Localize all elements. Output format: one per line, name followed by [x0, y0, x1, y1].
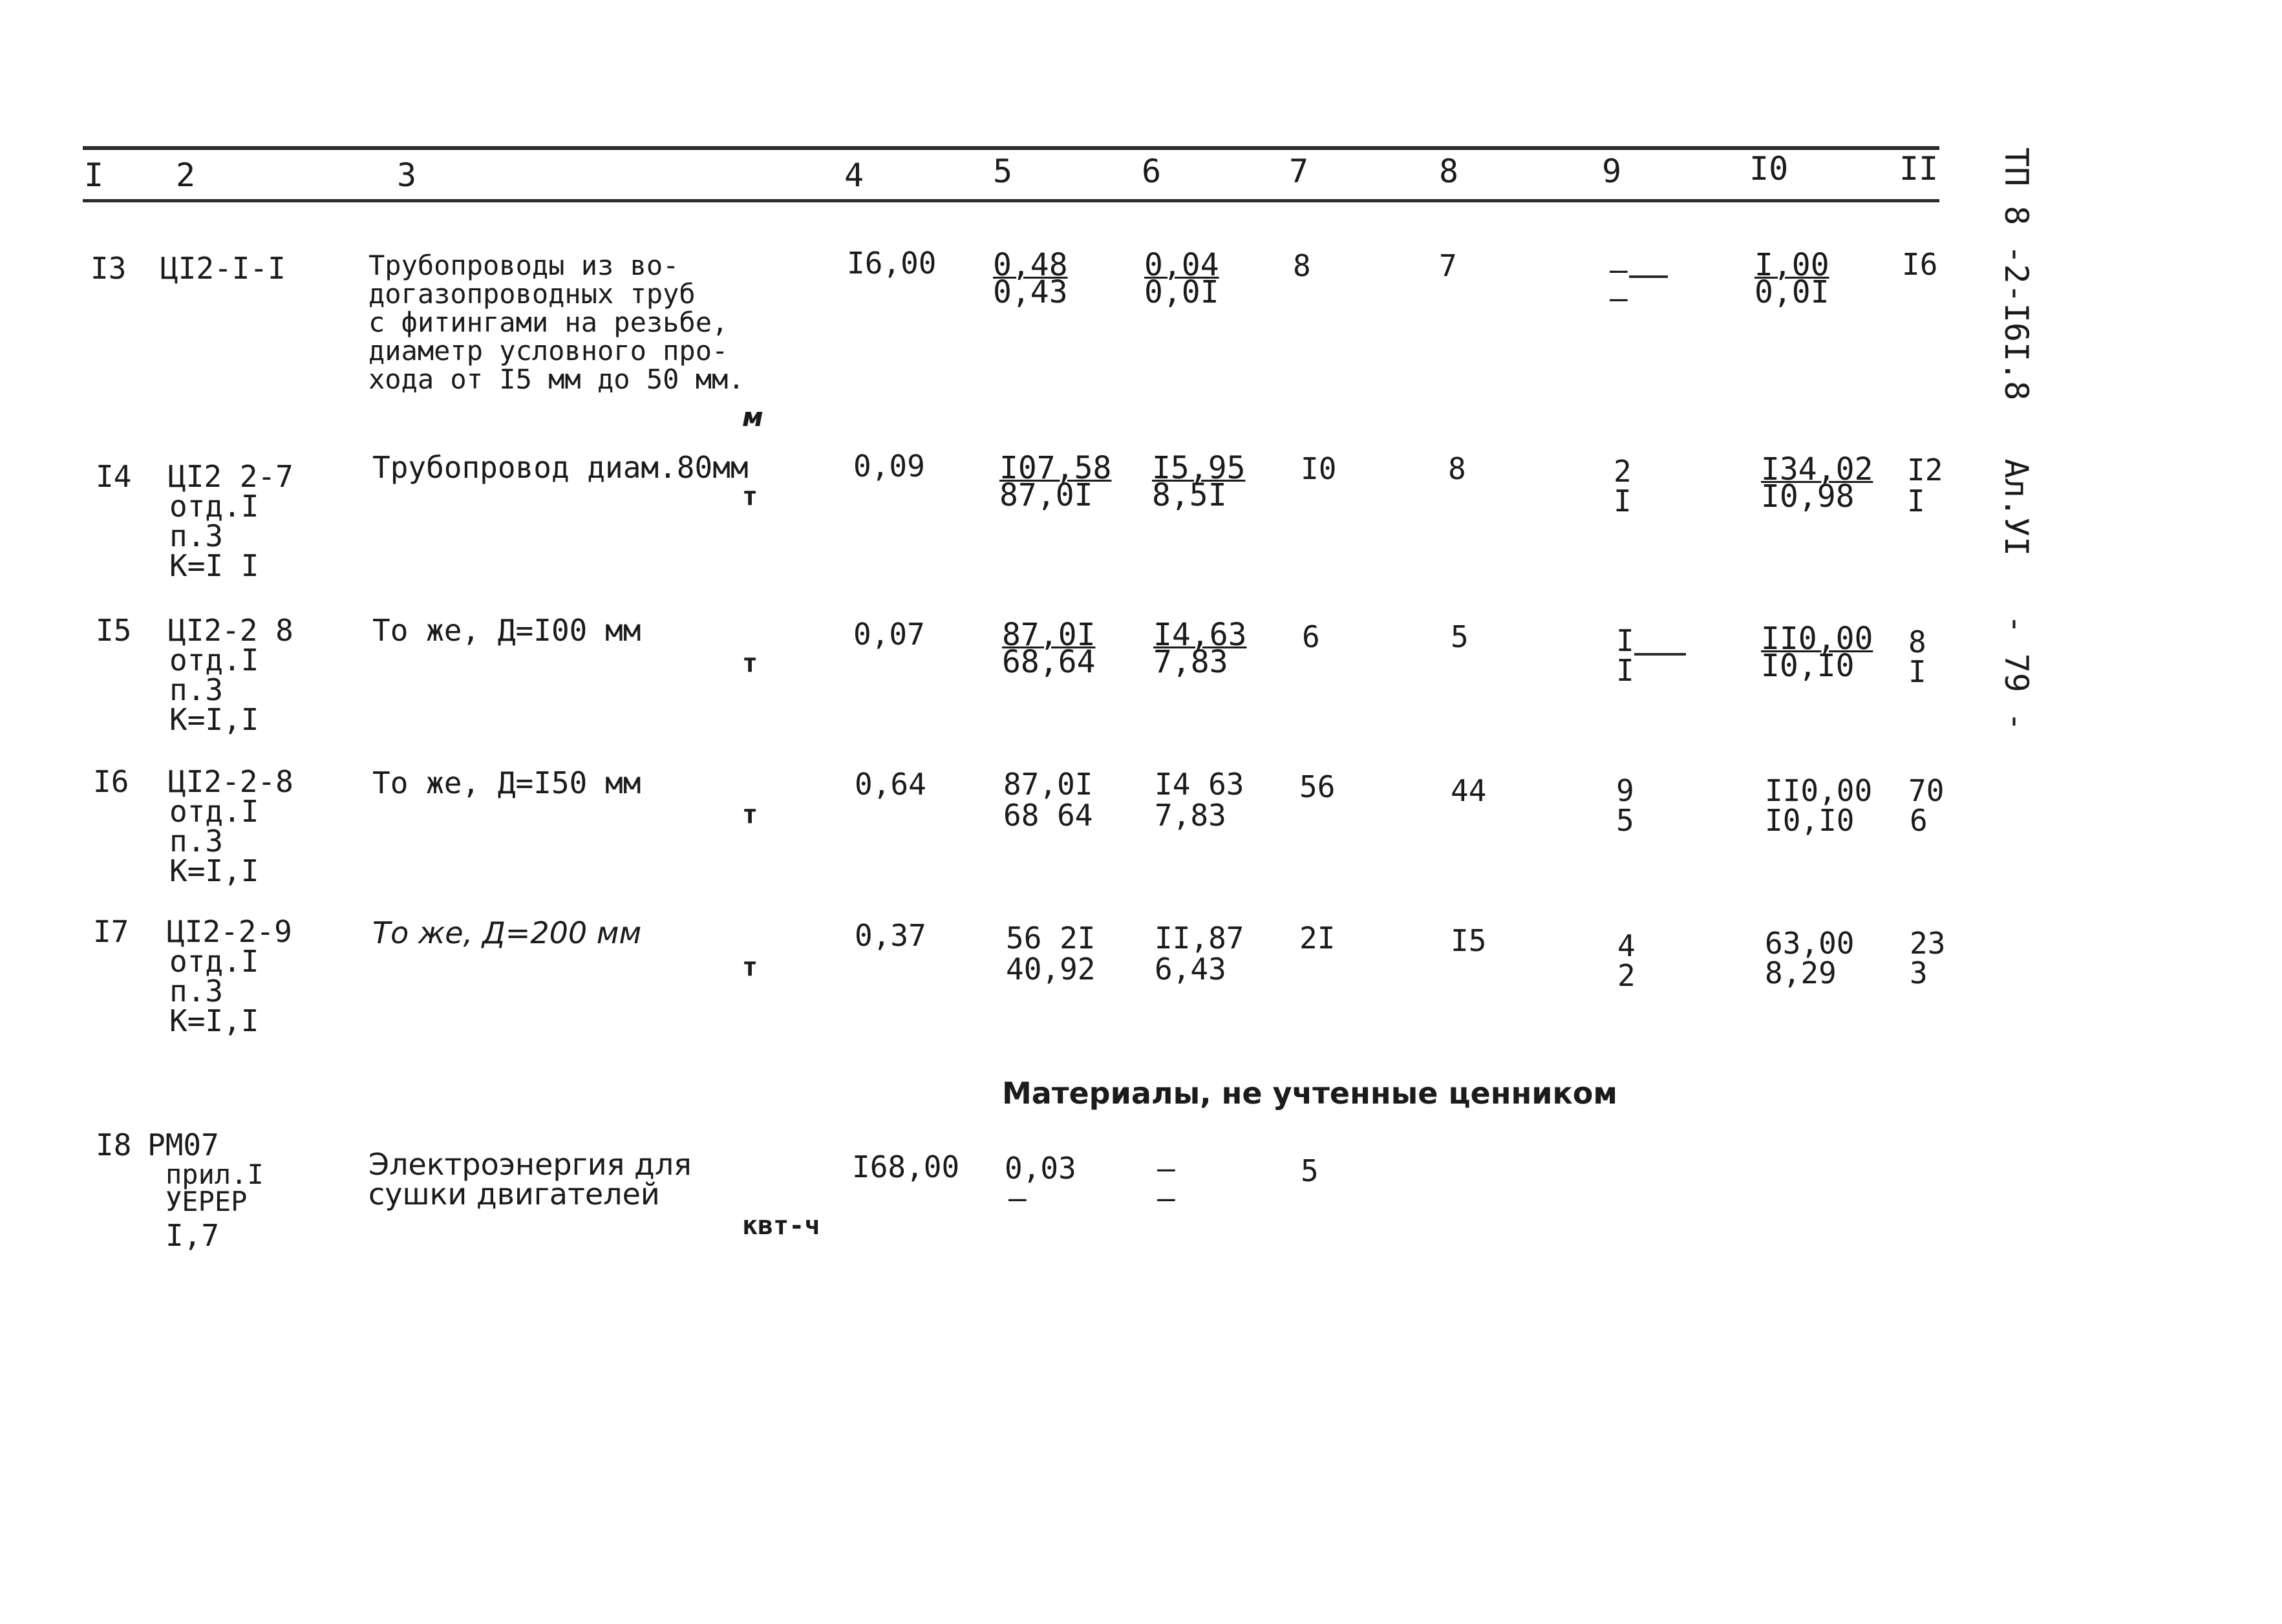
row-col9-top: 9 — [1616, 773, 1634, 808]
row-code-line: УЕРЕР — [165, 1186, 248, 1217]
row-col5-bottom: – — [1008, 1181, 1027, 1215]
row-code-line: К=I,I — [169, 1003, 259, 1038]
row-col6-top: – — [1157, 1151, 1175, 1186]
row-col10-values — [1761, 451, 1873, 515]
col5-bottom: 87,0I — [999, 477, 1093, 513]
row-col9-bottom: – — [1610, 281, 1628, 315]
col-header-11: II — [1899, 150, 1939, 187]
row-number: I3 — [91, 251, 127, 286]
row-code-line: отд.I — [169, 944, 259, 979]
row-col6-values — [1152, 450, 1246, 513]
row-description-line: сушки двигателей — [368, 1177, 660, 1212]
row-col9-top: 4 — [1617, 928, 1636, 963]
row-col11-bottom: I — [1908, 654, 1926, 689]
row-col5-values — [993, 247, 1068, 310]
row-col11-top: 8 — [1908, 625, 1926, 659]
row-description-line: То же, Д=200 мм — [372, 915, 642, 950]
side-document-code: ТП 8 -2-I6I.8 Ал.УI - 79 - — [1998, 147, 2035, 732]
row-quantity: 0,37 — [855, 918, 926, 953]
row-description-line: То же, Д=I50 мм — [372, 765, 641, 800]
col10-bottom: I0,98 — [1761, 478, 1855, 515]
row-col10-top: 63,00 — [1765, 926, 1855, 961]
row-quantity: 0,64 — [855, 767, 926, 802]
row-code-line: К=I,I — [169, 853, 259, 888]
col-header-6: 6 — [1142, 153, 1162, 190]
row-col9-bottom: 2 — [1617, 958, 1636, 993]
row-col7: I0 — [1301, 451, 1337, 486]
col10-top: I,00 — [1754, 247, 1829, 283]
row-col10-bottom: I0,I0 — [1765, 803, 1855, 838]
row-col9-bottom: 5 — [1616, 803, 1634, 838]
row-quantity: 0,09 — [853, 449, 925, 484]
row-unit: т — [742, 648, 758, 678]
row-unit: т — [742, 800, 758, 829]
row-unit: квт-ч — [742, 1211, 820, 1241]
col6-top: I4,63 — [1153, 617, 1247, 653]
row-col8: 5 — [1451, 619, 1469, 654]
col-header-5: 5 — [993, 153, 1013, 190]
row-code-line: п.3 — [169, 518, 224, 553]
row-col11-bottom: 6 — [1910, 803, 1928, 838]
col-header-4: 4 — [844, 156, 864, 194]
row-code-line: ЦI2 2-7 — [168, 459, 293, 494]
col6-bottom: 8,5I — [1152, 477, 1227, 513]
row-col10-values — [1761, 621, 1873, 684]
col5-bottom: 0,43 — [993, 274, 1068, 310]
row-col5-values — [1002, 619, 1096, 678]
row-code-line: отд.I — [169, 794, 259, 829]
row-col6-values — [1153, 619, 1247, 678]
row-col11-top: 23 — [1910, 926, 1946, 961]
row-col6-bottom: 6,43 — [1155, 952, 1226, 987]
dash-mark — [1629, 275, 1668, 278]
row-col5-bottom: 40,92 — [1006, 952, 1096, 987]
row-unit: т — [742, 952, 758, 982]
dash-mark — [1634, 653, 1686, 656]
row-col5-top: 87,0I — [1003, 767, 1093, 802]
col6-top: 0,04 — [1144, 247, 1219, 283]
col-header-10: I0 — [1749, 150, 1789, 187]
row-code-line: ЦI2-I-I — [160, 251, 286, 286]
row-code-line: отд.I — [169, 643, 259, 678]
row-number: I5 — [96, 613, 132, 648]
row-description-line: хода от I5 мм до 50 мм. — [368, 363, 745, 395]
row-code-line: I,7 — [165, 1218, 220, 1253]
row-col8: 8 — [1448, 451, 1466, 486]
row-col10-top: II0,00 — [1765, 773, 1873, 808]
row-col7: 8 — [1293, 248, 1311, 283]
section-title: Материалы, не учтенные ценником — [1002, 1076, 1617, 1111]
row-col7: 2I — [1299, 921, 1336, 956]
row-col5-top: 56 2I — [1006, 921, 1096, 956]
row-code-line: ЦI2-2-8 — [168, 764, 293, 799]
row-quantity: 0,07 — [853, 617, 925, 652]
row-description-line: диаметр условного про- — [368, 335, 729, 367]
row-description-line: догазопроводных труб — [368, 278, 696, 310]
top-rule — [83, 146, 1939, 150]
col-header-9: 9 — [1602, 153, 1622, 190]
col6-bottom: 0,0I — [1144, 274, 1219, 310]
row-description-line: с фитингами на резьбе, — [368, 306, 729, 338]
row-number: I6 — [93, 764, 129, 799]
row-description-line: Электроэнергия для — [368, 1147, 692, 1182]
row-code-line: отд.I — [169, 489, 259, 524]
row-col6-top: I4 63 — [1155, 767, 1244, 802]
col-header-7: 7 — [1289, 153, 1309, 190]
row-code-line: прил.I — [165, 1159, 264, 1190]
row-code-line: п.3 — [169, 824, 224, 859]
row-quantity: I68,00 — [852, 1149, 960, 1184]
row-col11-bottom: 3 — [1910, 956, 1928, 990]
row-col9-bottom: I — [1614, 484, 1632, 518]
col-header-1: I — [84, 156, 104, 194]
col10-top: I34,02 — [1761, 451, 1873, 487]
row-col8: 7 — [1439, 248, 1457, 283]
row-col9-bottom: I — [1616, 653, 1634, 688]
row-code-line: п.3 — [169, 672, 224, 707]
row-col9-top: – — [1610, 252, 1628, 287]
row-col10-bottom: 8,29 — [1765, 956, 1837, 990]
row-col5-bottom: 68 64 — [1003, 798, 1093, 833]
row-col8: 44 — [1451, 773, 1487, 808]
row-col6-bottom: – — [1157, 1181, 1175, 1215]
row-code-line: К=I,I — [169, 702, 259, 737]
row-col11-top: I2 — [1907, 453, 1943, 487]
col6-top: I5,95 — [1152, 450, 1246, 486]
col5-bottom: 68,64 — [1002, 644, 1096, 680]
col6-bottom: 7,83 — [1153, 644, 1228, 680]
row-col5-values — [999, 450, 1112, 513]
row-code-line: ЦI2-2-9 — [167, 914, 292, 949]
row-col7: 5 — [1301, 1153, 1319, 1188]
row-unit: м — [742, 403, 763, 433]
row-col6-values — [1144, 247, 1219, 310]
col10-bottom: I0,I0 — [1761, 648, 1855, 684]
row-code-line: ЦI2-2 8 — [168, 613, 293, 648]
col10-bottom: 0,0I — [1754, 274, 1829, 310]
row-description-line: Трубопровод диам.80мм — [372, 450, 749, 485]
row-description-line: То же, Д=I00 мм — [372, 613, 641, 648]
row-col7: 56 — [1299, 769, 1336, 804]
col-header-2: 2 — [176, 156, 196, 194]
row-description-line: Трубопроводы из во- — [368, 250, 679, 281]
row-number: I7 — [93, 914, 129, 949]
row-code-line: п.3 — [169, 974, 224, 1009]
row-col5-top: 0,03 — [1005, 1151, 1076, 1186]
row-col11-top: I6 — [1902, 247, 1938, 282]
row-code-line: К=I I — [169, 548, 259, 583]
row-number: I4 — [96, 459, 132, 494]
header-bottom-rule — [83, 199, 1939, 202]
row-col9-top: 2 — [1614, 454, 1632, 489]
row-col6-top: II,87 — [1155, 921, 1244, 956]
row-col8: I5 — [1451, 923, 1487, 958]
col5-top: 0,48 — [993, 247, 1068, 283]
row-code-line: РМ07 — [147, 1127, 219, 1162]
row-col6-bottom: 7,83 — [1155, 798, 1226, 833]
row-quantity: I6,00 — [847, 246, 937, 281]
row-col9-top: I — [1616, 623, 1634, 658]
col5-top: I07,58 — [999, 450, 1112, 486]
row-col7: 6 — [1302, 619, 1320, 654]
row-col11-top: 70 — [1908, 773, 1945, 808]
row-number: I8 — [96, 1127, 132, 1162]
row-col11-bottom: I — [1907, 484, 1925, 518]
row-unit: т — [742, 482, 758, 511]
col5-top: 87,0I — [1002, 617, 1096, 653]
col10-top: II0,00 — [1761, 621, 1873, 657]
row-col10-values — [1754, 247, 1829, 310]
col-header-3: 3 — [397, 156, 417, 194]
col-header-8: 8 — [1439, 153, 1459, 190]
